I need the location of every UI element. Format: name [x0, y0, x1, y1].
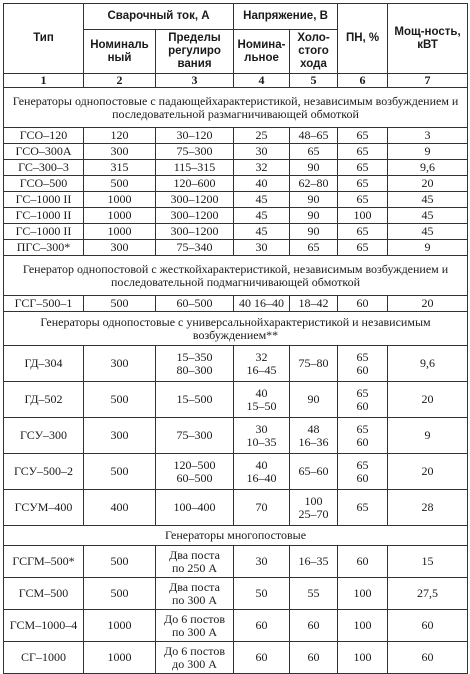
cell-voltage-nominal: 30 [234, 144, 290, 160]
header-range: Пределы регулиро вания [156, 30, 234, 74]
cell-voltage-idle: 90 [290, 208, 338, 224]
cell-range: 75–300 [156, 418, 234, 454]
table-row [4, 192, 468, 208]
table-row [4, 546, 468, 578]
cell-voltage-line: 15–50 [246, 398, 277, 413]
cell-power: 9,6 [388, 160, 468, 176]
cell-pv: 65 [338, 240, 388, 256]
table-row [4, 144, 468, 160]
cell-voltage-line: 30 [255, 421, 268, 436]
cell-type: ГС–1000 II [4, 192, 84, 208]
cell-type: ГСУМ–400 [4, 490, 84, 526]
cell-pv-line: 65 [356, 385, 369, 400]
cell-pv [338, 346, 388, 382]
cell-power: 20 [388, 296, 468, 312]
cell-pv-line: 65 [356, 421, 369, 436]
table-row [4, 208, 468, 224]
cell-type: ГД–304 [4, 346, 84, 382]
cell-pv: 100 [338, 610, 388, 642]
cell-range-line: 120–500 [173, 457, 216, 472]
header-voltage: Напряжение, В [234, 4, 338, 30]
header-current: Сварочный ток, А [84, 4, 234, 30]
cell-current: 1000 [84, 208, 156, 224]
cell-voltage-nominal: 45 [234, 224, 290, 240]
cell-pv-line: 60 [356, 398, 369, 413]
cell-current: 500 [84, 546, 156, 578]
cell-voltage-idle: 16–35 [290, 546, 338, 578]
cell-type: ГС–1000 II [4, 208, 84, 224]
group-title: Генератор однопостовой с жесткойхарактеристикой, независимым возбуждением и последовательной подмагничивающей обмоткой [4, 256, 468, 296]
cell-current: 1000 [84, 642, 156, 674]
cell-range: 100–400 [156, 490, 234, 526]
cell-power: 45 [388, 224, 468, 240]
cell-range-line: Два поста [169, 579, 220, 594]
cell-type: ГС–300–3 [4, 160, 84, 176]
cell-power: 45 [388, 208, 468, 224]
cell-power: 20 [388, 176, 468, 192]
cell-current: 1000 [84, 610, 156, 642]
cell-voltage-nominal [234, 382, 290, 418]
cell-type: ГСГ–500–1 [4, 296, 84, 312]
cell-range [156, 346, 234, 382]
cell-power: 60 [388, 642, 468, 674]
cell-power: 9,6 [388, 346, 468, 382]
cell-type: ГД–502 [4, 382, 84, 418]
cell-voltage-line: 16–36 [298, 434, 329, 449]
cell-voltage-nominal: 60 [234, 642, 290, 674]
cell-range: 75–300 [156, 144, 234, 160]
cell-range-line: до 300 А [172, 656, 217, 671]
cell-voltage-idle: 75–80 [290, 346, 338, 382]
column-number: 1 [4, 74, 84, 88]
cell-pv [338, 454, 388, 490]
table-row [4, 296, 468, 312]
table-row [4, 240, 468, 256]
cell-voltage-idle: 60 [290, 610, 338, 642]
cell-pv: 65 [338, 490, 388, 526]
cell-power: 9 [388, 144, 468, 160]
cell-range-line: 60–500 [176, 470, 213, 485]
cell-power: 20 [388, 382, 468, 418]
cell-range-line: по 300 А [171, 624, 218, 639]
cell-current: 300 [84, 144, 156, 160]
cell-power: 28 [388, 490, 468, 526]
table-row [4, 176, 468, 192]
cell-voltage-nominal: 45 [234, 192, 290, 208]
cell-voltage-nominal [234, 454, 290, 490]
header-idle-voltage: Холо-стого хода [290, 30, 338, 74]
table-row [4, 224, 468, 240]
cell-voltage-idle: 90 [290, 192, 338, 208]
generator-spec-table [3, 3, 468, 674]
group-row [4, 256, 468, 296]
cell-voltage-line: 40 [255, 385, 268, 400]
cell-range-line: по 250 А [171, 560, 218, 575]
table-row [4, 160, 468, 176]
cell-current: 500 [84, 454, 156, 490]
group-title: Генераторы однопостовые с падающейхарактеристикой, независимым возбуждением и последовательной размагничивающей обмоткой [4, 88, 468, 128]
cell-voltage-line: 16–40 [246, 470, 277, 485]
cell-power: 20 [388, 454, 468, 490]
table-row [4, 382, 468, 418]
cell-current: 500 [84, 176, 156, 192]
cell-voltage-idle: 48–65 [290, 128, 338, 144]
cell-voltage-nominal: 40 [234, 176, 290, 192]
cell-type: ПГС–300* [4, 240, 84, 256]
cell-voltage-idle: 90 [290, 382, 338, 418]
group-row [4, 88, 468, 128]
cell-voltage-nominal: 60 [234, 610, 290, 642]
cell-pv: 65 [338, 224, 388, 240]
cell-current: 300 [84, 418, 156, 454]
cell-pv: 65 [338, 176, 388, 192]
cell-range [156, 610, 234, 642]
cell-type: СГ–1000 [4, 642, 84, 674]
cell-current: 1000 [84, 192, 156, 208]
cell-pv-line: 60 [356, 434, 369, 449]
header-pv: ПН, % [338, 4, 388, 74]
cell-voltage-nominal [234, 346, 290, 382]
column-number: 4 [234, 74, 290, 88]
cell-voltage-nominal: 50 [234, 578, 290, 610]
cell-range: 60–500 [156, 296, 234, 312]
cell-voltage-idle: 90 [290, 224, 338, 240]
cell-range-line: До 6 постов [164, 643, 225, 658]
cell-voltage-idle: 65–60 [290, 454, 338, 490]
column-number: 2 [84, 74, 156, 88]
cell-type: ГС–1000 II [4, 224, 84, 240]
cell-range: 300–1200 [156, 208, 234, 224]
cell-current: 300 [84, 346, 156, 382]
cell-pv-line: 65 [356, 457, 369, 472]
cell-power: 27,5 [388, 578, 468, 610]
cell-current: 315 [84, 160, 156, 176]
cell-range: 15–500 [156, 382, 234, 418]
header-power: Мощ-ность, кВТ [388, 4, 468, 74]
cell-voltage-idle [290, 418, 338, 454]
cell-voltage-nominal: 30 [234, 546, 290, 578]
cell-range: 30–120 [156, 128, 234, 144]
cell-type: ГСМ–1000–4 [4, 610, 84, 642]
table-row [4, 454, 468, 490]
cell-pv-line: 65 [356, 349, 369, 364]
cell-power: 9 [388, 418, 468, 454]
cell-pv: 65 [338, 128, 388, 144]
cell-power: 9 [388, 240, 468, 256]
cell-range-line: 80–300 [176, 362, 213, 377]
cell-range-line: по 300 А [171, 592, 218, 607]
group-title: Генераторы многопостовые [4, 526, 468, 546]
cell-pv: 65 [338, 144, 388, 160]
cell-range: 75–340 [156, 240, 234, 256]
cell-power: 15 [388, 546, 468, 578]
table-row [4, 346, 468, 382]
cell-range: 300–1200 [156, 192, 234, 208]
cell-range: 120–600 [156, 176, 234, 192]
cell-voltage-nominal: 32 [234, 160, 290, 176]
group-row [4, 526, 468, 546]
column-number: 5 [290, 74, 338, 88]
cell-pv: 65 [338, 192, 388, 208]
table-row [4, 642, 468, 674]
table-row [4, 578, 468, 610]
cell-power: 60 [388, 610, 468, 642]
cell-type: ГСГМ–500* [4, 546, 84, 578]
cell-pv [338, 418, 388, 454]
cell-voltage-nominal: 40 16–40 [234, 296, 290, 312]
cell-current: 500 [84, 578, 156, 610]
cell-voltage-idle: 55 [290, 578, 338, 610]
table-row [4, 418, 468, 454]
cell-voltage-idle: 18–42 [290, 296, 338, 312]
cell-range [156, 578, 234, 610]
cell-type: ГСУ–500–2 [4, 454, 84, 490]
cell-voltage-nominal: 70 [234, 490, 290, 526]
cell-pv: 100 [338, 578, 388, 610]
cell-current: 400 [84, 490, 156, 526]
group-title: Генераторы однопостовые с универсальнойхарактеристикой и независимым возбуждением** [4, 312, 468, 346]
group-row [4, 312, 468, 346]
cell-pv: 100 [338, 208, 388, 224]
header-nominal-voltage: Номина-льное [234, 30, 290, 74]
cell-pv: 60 [338, 296, 388, 312]
cell-pv: 65 [338, 160, 388, 176]
cell-voltage-line: 25–70 [298, 506, 329, 521]
cell-voltage-nominal [234, 418, 290, 454]
column-number: 3 [156, 74, 234, 88]
cell-type: ГСО–500 [4, 176, 84, 192]
header-type: Тип [4, 4, 84, 74]
cell-pv-line: 60 [356, 470, 369, 485]
cell-range-line: До 6 постов [164, 611, 225, 626]
cell-voltage-line: 40 [255, 457, 268, 472]
cell-current: 1000 [84, 224, 156, 240]
cell-type: ГСО–120 [4, 128, 84, 144]
cell-voltage-nominal: 30 [234, 240, 290, 256]
cell-current: 120 [84, 128, 156, 144]
column-number: 6 [338, 74, 388, 88]
cell-range [156, 546, 234, 578]
column-number: 7 [388, 74, 468, 88]
cell-pv: 100 [338, 642, 388, 674]
cell-range [156, 454, 234, 490]
cell-voltage-idle: 60 [290, 642, 338, 674]
cell-voltage-idle: 90 [290, 160, 338, 176]
cell-type: ГСО–300А [4, 144, 84, 160]
cell-current: 500 [84, 296, 156, 312]
cell-power: 45 [388, 192, 468, 208]
cell-power: 3 [388, 128, 468, 144]
header-row-top [4, 4, 468, 30]
cell-voltage-idle: 65 [290, 144, 338, 160]
cell-current: 300 [84, 240, 156, 256]
cell-voltage-nominal: 45 [234, 208, 290, 224]
cell-voltage-nominal: 25 [234, 128, 290, 144]
cell-range-line: Два поста [169, 547, 220, 562]
header-nominal-current: Номиналь ный [84, 30, 156, 74]
cell-range: 300–1200 [156, 224, 234, 240]
cell-range-line: 15–350 [176, 349, 213, 364]
cell-range [156, 642, 234, 674]
cell-voltage-line: 48 [307, 421, 320, 436]
cell-voltage-idle: 65 [290, 240, 338, 256]
cell-pv [338, 382, 388, 418]
cell-pv: 60 [338, 546, 388, 578]
cell-voltage-idle: 62–80 [290, 176, 338, 192]
table-row [4, 128, 468, 144]
cell-voltage-line: 32 [255, 349, 268, 364]
cell-voltage-line: 100 [304, 493, 323, 508]
cell-type: ГСУ–300 [4, 418, 84, 454]
cell-voltage-line: 16–45 [246, 362, 277, 377]
table-row [4, 490, 468, 526]
cell-type: ГСМ–500 [4, 578, 84, 610]
table-row [4, 610, 468, 642]
cell-voltage-line: 10–35 [246, 434, 277, 449]
cell-range: 115–315 [156, 160, 234, 176]
cell-voltage-idle [290, 490, 338, 526]
cell-current: 500 [84, 382, 156, 418]
cell-pv-line: 60 [356, 362, 369, 377]
column-number-row [4, 74, 468, 88]
